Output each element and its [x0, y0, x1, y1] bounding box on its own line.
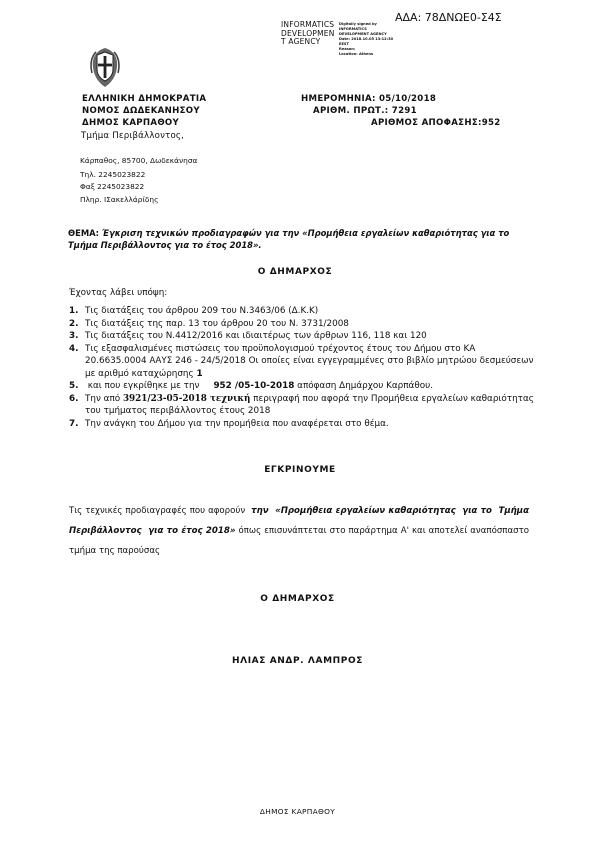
approve-heading: ΕΓΚΡΙΝΟΥΜΕ — [264, 465, 336, 475]
decision-reference: 952 /05-10-2018 — [213, 381, 295, 391]
approval-suffix: όπως επισυνάπτεται στο παράρτημα Α' και αποτελεί αναπόσπαστο τμήμα της παρούσας — [69, 526, 529, 556]
municipality-name: ΔΗΜΟΣ ΚΑΡΠΑΘΟΥ — [82, 118, 180, 128]
contact-phone: Τηλ. 2245023822 — [80, 170, 146, 179]
contact-fax: Φαξ 2245023822 — [80, 182, 145, 191]
item-text: Την ανάγκη του Δήμου για την προμήθεια που αναφέρεται στο θέμα. — [85, 418, 389, 429]
subject-text: Έγκριση τεχνικών προδιαγραφών για την «Προμήθεια εργαλείων καθαριότητας για το Τμήμα Περιβάλλοντος για το έτος 2018». — [68, 228, 510, 250]
stamp-fine-print — [339, 22, 393, 57]
list-item — [69, 305, 539, 318]
stamp-org-line: INFORMATICS — [281, 20, 335, 29]
list-item — [69, 318, 539, 331]
item-text: Τις εξασφαλισμένες πιστώσεις του προϋπολογισμού τρέχοντος έτους του Δήμου στο ΚΑ 20.6635.0004 ΑΑΥΣ 246 - 24/5/2018 Οι οποίες είναι εγγεγραμμένες στο βιβλίο μητρώου δεσμεύσεων με αριθμό καταχώρησης — [85, 343, 534, 379]
stamp-org-name — [281, 21, 335, 47]
item-number: 4. — [69, 343, 79, 354]
subject-line — [68, 227, 538, 251]
greek-coat-of-arms-icon — [87, 45, 123, 89]
document-meta-block — [300, 93, 501, 129]
considerations-intro: Έχοντας λάβει υπόψη: — [69, 288, 168, 298]
item-text: Τις διατάξεις του Ν.4412/2016 και ιδιαιτέρως των άρθρων 116, 118 και 120 — [85, 331, 427, 341]
item-number: 2. — [69, 318, 79, 329]
stamp-org-line: T AGENCY — [281, 37, 321, 47]
mayor-heading: Ο ΔΗΜΑΡΧΟΣ — [257, 267, 333, 277]
page-footer: ΔΗΜΟΣ ΚΑΡΠΑΘΟΥ — [259, 807, 336, 816]
list-item — [69, 380, 539, 393]
registration-number: 1 — [196, 368, 203, 379]
republic-name: ΕΛΛΗΝΙΚΗ ΔΗΜΟΚΡΑΤΙΑ — [82, 94, 207, 104]
list-item — [69, 418, 539, 431]
mayor-signature-heading: Ο ΔΗΜΑΡΧΟΣ — [260, 594, 335, 604]
approval-quote: την «Προμήθεια εργαλείων καθαριότητας για το Τμήμα Περιβάλλοντος για το έτος 2018» — [69, 506, 532, 536]
list-item — [69, 393, 539, 418]
stamp-fine-line: Reason: — [339, 47, 356, 51]
issuer-block — [82, 93, 206, 129]
item-number: 5. — [69, 381, 79, 391]
stamp-fine-line: INFORMATICS — [339, 27, 367, 31]
list-item — [69, 330, 539, 343]
stamp-fine-line: EEST — [339, 42, 349, 46]
considerations-list — [69, 305, 539, 430]
approval-paragraph — [69, 501, 532, 561]
stamp-fine-line: Date: 2018.10.05 13:12:30 — [339, 37, 394, 41]
contact-address: Κάρπαθος, 85700, Δωδεκάνησα — [80, 156, 198, 165]
technical-description-reference: 3921/23-05-2018 τεχνική — [122, 393, 251, 404]
stamp-fine-line: Location: Athens — [339, 52, 374, 56]
item-number: 6. — [69, 393, 79, 404]
ada-code: ΑΔΑ: 78ΔΝΩΕ0-Σ4Σ — [395, 11, 502, 24]
item-text: Τις διατάξεις του άρθρου 209 του Ν.3463/06 (Δ.Κ.Κ) — [85, 306, 319, 316]
prefecture-name: ΝΟΜΟΣ ΔΩΔΕΚΑΝΗΣΟΥ — [82, 106, 200, 116]
protocol-number: ΑΡΙΘΜ. ΠΡΩΤ.: 7291 — [313, 106, 417, 116]
department-name: Τμήμα Περιβάλλοντος, — [81, 131, 185, 141]
item-number: 3. — [69, 331, 79, 341]
list-item — [69, 343, 539, 381]
contact-info-person: Πληρ. ΙΣακελλάρίδης — [80, 195, 159, 204]
subject-label: ΘΕΜΑ: — [68, 228, 102, 238]
item-number: 1. — [69, 306, 79, 316]
stamp-fine-line: Digitally signed by — [339, 22, 377, 26]
item-number: 7. — [69, 418, 79, 429]
signer-name: ΗΛΙΑΣ ΑΝΔΡ. ΛΑΜΠΡΟΣ — [232, 656, 363, 666]
item-text: Τις διατάξεις της παρ. 13 του άρθρου 20 του Ν. 3731/2008 — [85, 318, 349, 329]
approval-prefix: Τις τεχνικές προδιαγραφές που αφορούν — [69, 506, 252, 516]
decision-number: ΑΡΙΘΜΟΣ ΑΠΟΦΑΣΗΣ:952 — [371, 118, 501, 128]
item-text: απόφαση Δημάρχου Καρπάθου. — [294, 381, 434, 391]
item-prefix: Την από — [85, 393, 123, 404]
document-date: ΗΜΕΡΟΜΗΝΙΑ: 05/10/2018 — [301, 94, 437, 104]
stamp-fine-line: DEVELOPMENT AGENCY — [339, 32, 387, 36]
stamp-org-line: DEVELOPMEN — [281, 28, 335, 38]
item-prefix: και που εγκρίθηκε με την — [85, 381, 214, 391]
item-text: περιγραφή που αφορά την Προμήθεια εργαλείων καθαριότητας του τμήματος περιβάλλοντος έτους 2018 — [85, 393, 534, 416]
